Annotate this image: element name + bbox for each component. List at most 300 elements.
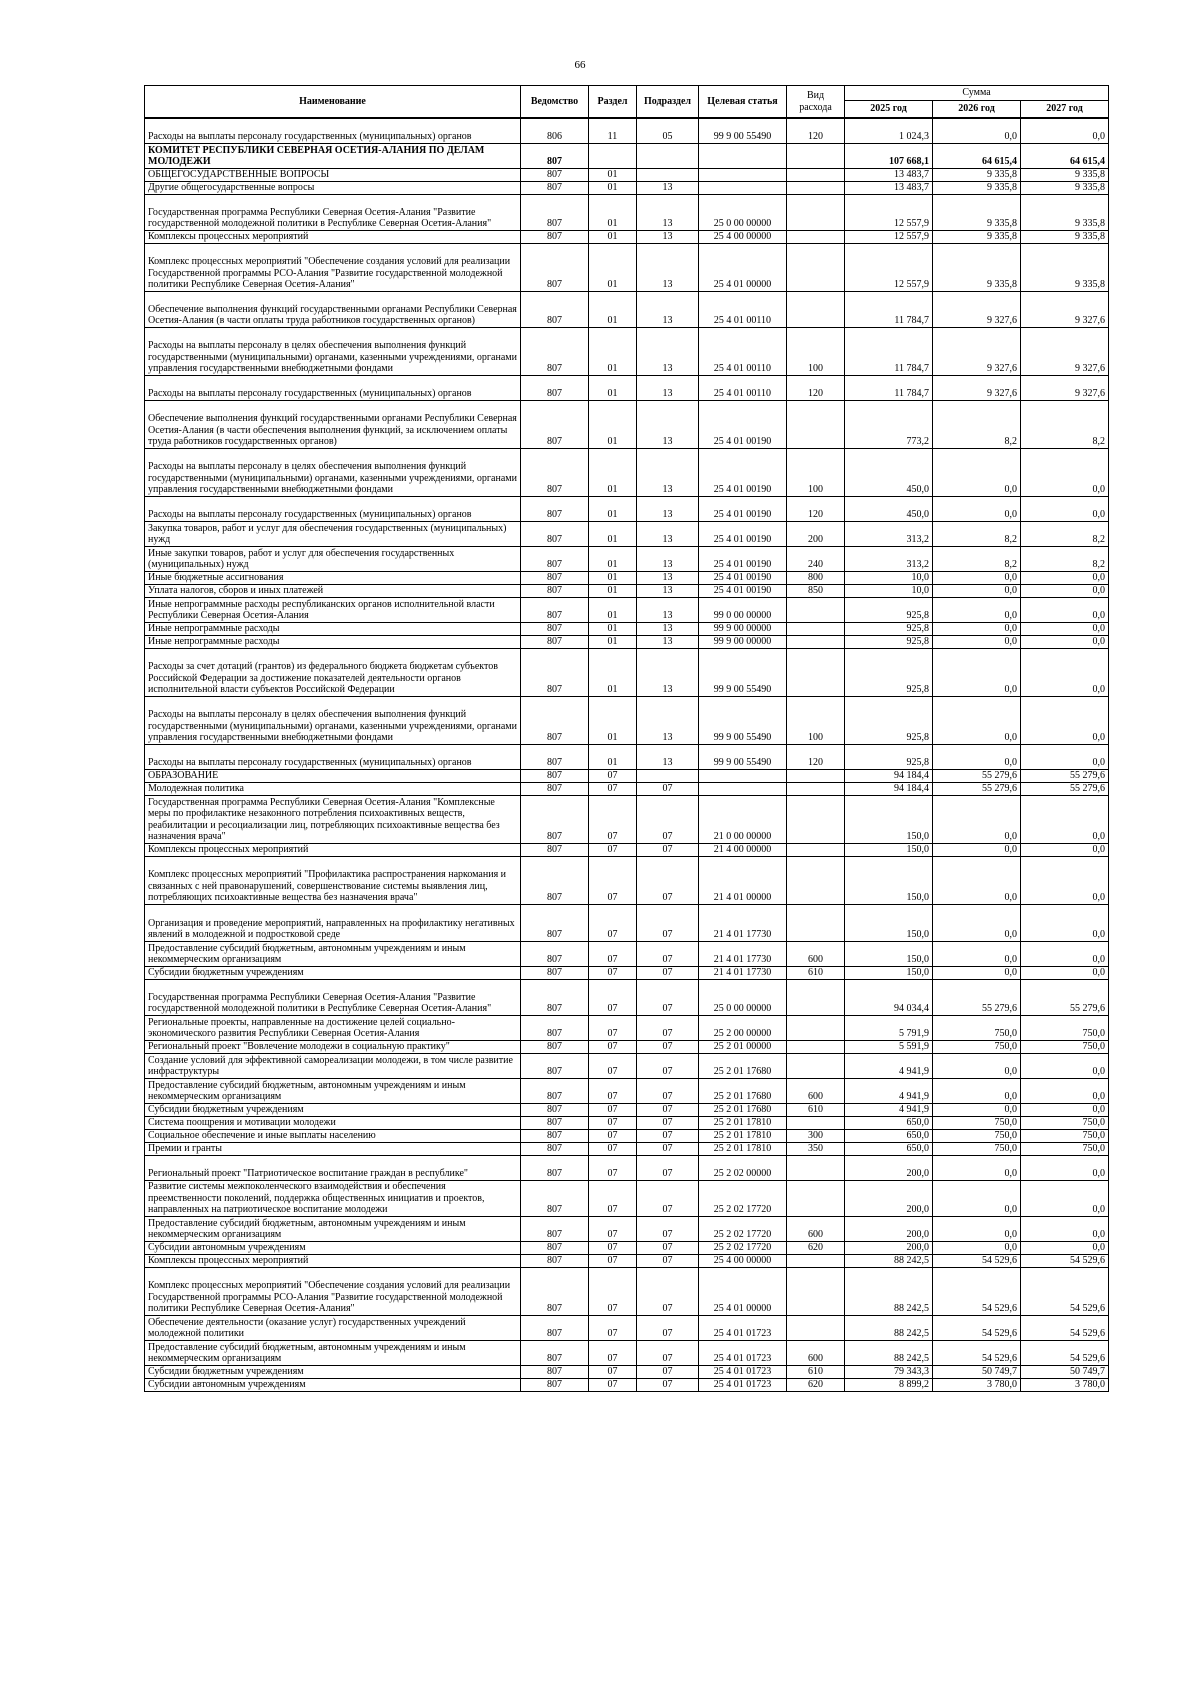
cell-podrazdel: 07 (637, 979, 699, 1015)
cell-razdel: 01 (589, 744, 637, 769)
table-row (145, 696, 1109, 744)
cell-target: 25 4 01 00190 (699, 571, 787, 584)
cell-2025: 4 941,9 (845, 1103, 933, 1116)
cell-razdel: 01 (589, 571, 637, 584)
table-row (145, 1365, 1109, 1378)
table-row (145, 1155, 1109, 1180)
cell-vid (787, 400, 845, 448)
cell-2026: 8,2 (933, 521, 1021, 546)
cell-podrazdel: 13 (637, 375, 699, 400)
table-row (145, 243, 1109, 291)
cell-2027: 64 615,4 (1021, 143, 1109, 168)
cell-ved: 807 (521, 1103, 589, 1116)
cell-podrazdel: 13 (637, 243, 699, 291)
cell-2027: 9 335,8 (1021, 243, 1109, 291)
table-row (145, 143, 1109, 168)
cell-vid (787, 143, 845, 168)
cell-name: Предоставление субсидий бюджетным, автономным учреждениям и иным некоммерческим организациям (145, 1340, 521, 1365)
cell-ved: 807 (521, 635, 589, 648)
cell-2027: 9 335,8 (1021, 230, 1109, 243)
cell-name: КОМИТЕТ РЕСПУБЛИКИ СЕВЕРНАЯ ОСЕТИЯ-АЛАНИЯ ПО ДЕЛАМ МОЛОДЕЖИ (145, 143, 521, 168)
cell-name: Уплата налогов, сборов и иных платежей (145, 584, 521, 597)
table-row (145, 979, 1109, 1015)
header-razdel: Раздел (589, 86, 637, 119)
cell-razdel: 07 (589, 941, 637, 966)
cell-2025: 10,0 (845, 571, 933, 584)
cell-razdel: 01 (589, 584, 637, 597)
table-row (145, 782, 1109, 795)
cell-vid (787, 769, 845, 782)
table-row (145, 327, 1109, 375)
cell-name: Социальное обеспечение и иные выплаты населению (145, 1129, 521, 1142)
cell-razdel: 07 (589, 1015, 637, 1040)
cell-ved: 807 (521, 1142, 589, 1155)
cell-2025: 12 557,9 (845, 243, 933, 291)
cell-razdel: 01 (589, 448, 637, 496)
cell-vid (787, 168, 845, 181)
cell-2026: 0,0 (933, 635, 1021, 648)
budget-table (144, 85, 1109, 1392)
table-row (145, 584, 1109, 597)
cell-razdel: 07 (589, 1267, 637, 1315)
cell-ved: 807 (521, 744, 589, 769)
cell-2026: 0,0 (933, 1216, 1021, 1241)
cell-vid (787, 1015, 845, 1040)
table-row (145, 1340, 1109, 1365)
cell-podrazdel: 05 (637, 118, 699, 143)
cell-2026: 0,0 (933, 744, 1021, 769)
cell-vid (787, 622, 845, 635)
cell-vid (787, 181, 845, 194)
cell-name: Премии и гранты (145, 1142, 521, 1155)
cell-2026: 0,0 (933, 118, 1021, 143)
cell-vid: 120 (787, 744, 845, 769)
table-row (145, 230, 1109, 243)
cell-name: Расходы на выплаты персоналу государственных (муниципальных) органов (145, 118, 521, 143)
cell-vid: 120 (787, 118, 845, 143)
cell-name: Иные бюджетные ассигнования (145, 571, 521, 584)
cell-2027: 9 327,6 (1021, 375, 1109, 400)
cell-razdel: 11 (589, 118, 637, 143)
cell-2026: 0,0 (933, 1103, 1021, 1116)
cell-target: 25 4 01 00190 (699, 448, 787, 496)
cell-vid (787, 291, 845, 327)
cell-2026: 8,2 (933, 400, 1021, 448)
cell-razdel: 07 (589, 1180, 637, 1216)
cell-2027: 0,0 (1021, 635, 1109, 648)
cell-vid (787, 1155, 845, 1180)
cell-name: Создание условий для эффективной самореализации молодежи, в том числе развитие инфраструктуры (145, 1053, 521, 1078)
cell-name: Расходы за счет дотаций (грантов) из федерального бюджета бюджетам субъектов Российской Федерации за достижение показателей деятельности органов исполнительной власти субъектов Российской Федерации (145, 648, 521, 696)
cell-podrazdel: 13 (637, 584, 699, 597)
table-header (145, 86, 1109, 119)
cell-2025: 79 343,3 (845, 1365, 933, 1378)
cell-razdel: 01 (589, 375, 637, 400)
cell-target: 25 4 01 01723 (699, 1340, 787, 1365)
cell-target: 25 4 01 00000 (699, 243, 787, 291)
cell-2026: 750,0 (933, 1040, 1021, 1053)
cell-target: 25 2 02 00000 (699, 1155, 787, 1180)
cell-podrazdel: 13 (637, 635, 699, 648)
cell-vid: 600 (787, 1216, 845, 1241)
cell-target: 25 4 00 00000 (699, 230, 787, 243)
cell-target: 99 9 00 55490 (699, 118, 787, 143)
cell-razdel: 07 (589, 843, 637, 856)
cell-2027: 0,0 (1021, 496, 1109, 521)
cell-target: 99 9 00 55490 (699, 696, 787, 744)
cell-name: Комплексы процессных мероприятий (145, 230, 521, 243)
cell-target: 99 9 00 00000 (699, 622, 787, 635)
cell-2027: 54 529,6 (1021, 1340, 1109, 1365)
cell-name: Иные непрограммные расходы (145, 622, 521, 635)
cell-2026: 0,0 (933, 1053, 1021, 1078)
cell-2027: 0,0 (1021, 584, 1109, 597)
table-row (145, 1116, 1109, 1129)
cell-2026: 3 780,0 (933, 1378, 1021, 1391)
cell-razdel: 01 (589, 194, 637, 230)
cell-razdel: 07 (589, 795, 637, 843)
table-row (145, 769, 1109, 782)
cell-ved: 807 (521, 622, 589, 635)
cell-2026: 9 335,8 (933, 194, 1021, 230)
cell-2027: 0,0 (1021, 448, 1109, 496)
cell-target (699, 769, 787, 782)
cell-2027: 8,2 (1021, 546, 1109, 571)
table-row (145, 375, 1109, 400)
cell-razdel: 01 (589, 291, 637, 327)
table-row (145, 622, 1109, 635)
cell-razdel: 07 (589, 1103, 637, 1116)
cell-2025: 10,0 (845, 584, 933, 597)
cell-podrazdel: 13 (637, 571, 699, 584)
cell-target: 25 4 01 00190 (699, 400, 787, 448)
table-row (145, 496, 1109, 521)
cell-podrazdel: 07 (637, 1155, 699, 1180)
table-row (145, 1241, 1109, 1254)
cell-2026: 0,0 (933, 696, 1021, 744)
cell-target: 99 9 00 00000 (699, 635, 787, 648)
cell-2026: 0,0 (933, 571, 1021, 584)
cell-podrazdel: 07 (637, 941, 699, 966)
table-row (145, 1216, 1109, 1241)
cell-2025: 200,0 (845, 1216, 933, 1241)
cell-ved: 807 (521, 1378, 589, 1391)
table-row (145, 448, 1109, 496)
cell-ved: 807 (521, 1078, 589, 1103)
cell-2025: 650,0 (845, 1129, 933, 1142)
table-row (145, 168, 1109, 181)
cell-2025: 94 184,4 (845, 782, 933, 795)
cell-2027: 9 327,6 (1021, 327, 1109, 375)
cell-podrazdel: 13 (637, 400, 699, 448)
cell-vid: 600 (787, 1078, 845, 1103)
cell-2026: 9 335,8 (933, 181, 1021, 194)
cell-ved: 807 (521, 1040, 589, 1053)
cell-podrazdel: 13 (637, 496, 699, 521)
cell-name: Закупка товаров, работ и услуг для обеспечения государственных (муниципальных) нужд (145, 521, 521, 546)
cell-name: Иные непрограммные расходы (145, 635, 521, 648)
cell-target: 25 2 01 17680 (699, 1078, 787, 1103)
cell-target: 25 2 00 00000 (699, 1015, 787, 1040)
cell-2026: 55 279,6 (933, 979, 1021, 1015)
cell-target (699, 168, 787, 181)
cell-2025: 200,0 (845, 1241, 933, 1254)
cell-name: Расходы на выплаты персоналу в целях обеспечения выполнения функций государственными (муниципальными) органами, казенными учреждениями, органами управления государственными внебюджетными фондами (145, 696, 521, 744)
cell-2026: 0,0 (933, 941, 1021, 966)
cell-2025: 12 557,9 (845, 230, 933, 243)
cell-2026: 0,0 (933, 648, 1021, 696)
cell-2025: 650,0 (845, 1116, 933, 1129)
cell-target (699, 181, 787, 194)
cell-target: 25 4 01 01723 (699, 1378, 787, 1391)
cell-razdel: 07 (589, 1078, 637, 1103)
cell-podrazdel: 07 (637, 1378, 699, 1391)
cell-target: 99 9 00 55490 (699, 648, 787, 696)
table-row (145, 904, 1109, 941)
cell-ved: 807 (521, 1340, 589, 1365)
cell-podrazdel: 13 (637, 597, 699, 622)
table-row (145, 597, 1109, 622)
cell-name: Комплекс процессных мероприятий "Обеспечение создания условий для реализации Государственной программы РСО-Алания "Развитие государственной молодежной политики Республике Северная Осетия-Алания" (145, 1267, 521, 1315)
cell-name: Комплексы процессных мероприятий (145, 843, 521, 856)
cell-name: Расходы на выплаты персоналу государственных (муниципальных) органов (145, 375, 521, 400)
cell-podrazdel: 07 (637, 1216, 699, 1241)
cell-podrazdel: 07 (637, 1315, 699, 1340)
cell-2026: 750,0 (933, 1116, 1021, 1129)
cell-2027: 0,0 (1021, 118, 1109, 143)
table-row (145, 291, 1109, 327)
cell-ved: 807 (521, 496, 589, 521)
cell-razdel: 01 (589, 597, 637, 622)
table-row (145, 1103, 1109, 1116)
cell-target: 21 4 01 17730 (699, 904, 787, 941)
cell-2026: 0,0 (933, 622, 1021, 635)
cell-target (699, 782, 787, 795)
cell-razdel: 07 (589, 1116, 637, 1129)
cell-podrazdel: 07 (637, 1078, 699, 1103)
cell-podrazdel: 13 (637, 546, 699, 571)
cell-vid: 620 (787, 1378, 845, 1391)
cell-2026: 0,0 (933, 448, 1021, 496)
cell-podrazdel (637, 769, 699, 782)
table-row (145, 1053, 1109, 1078)
cell-razdel: 07 (589, 1241, 637, 1254)
cell-vid: 610 (787, 1365, 845, 1378)
cell-2025: 200,0 (845, 1180, 933, 1216)
cell-vid (787, 1053, 845, 1078)
cell-podrazdel: 13 (637, 291, 699, 327)
cell-vid: 240 (787, 546, 845, 571)
cell-target: 25 2 01 17810 (699, 1116, 787, 1129)
cell-2025: 925,8 (845, 635, 933, 648)
table-row (145, 1180, 1109, 1216)
cell-podrazdel: 07 (637, 904, 699, 941)
cell-2025: 5 791,9 (845, 1015, 933, 1040)
cell-2026: 9 327,6 (933, 327, 1021, 375)
cell-2025: 5 591,9 (845, 1040, 933, 1053)
cell-vid (787, 856, 845, 904)
cell-target: 25 4 01 00110 (699, 327, 787, 375)
cell-2025: 11 784,7 (845, 375, 933, 400)
cell-2026: 54 529,6 (933, 1254, 1021, 1267)
cell-2025: 925,8 (845, 597, 933, 622)
cell-2026: 0,0 (933, 1241, 1021, 1254)
cell-target: 25 4 01 01723 (699, 1365, 787, 1378)
cell-name: Субсидии автономным учреждениям (145, 1241, 521, 1254)
cell-vid: 300 (787, 1129, 845, 1142)
cell-target: 21 4 01 17730 (699, 941, 787, 966)
cell-2025: 150,0 (845, 856, 933, 904)
cell-name: Другие общегосударственные вопросы (145, 181, 521, 194)
cell-vid: 350 (787, 1142, 845, 1155)
cell-2027: 55 279,6 (1021, 979, 1109, 1015)
cell-2026: 54 529,6 (933, 1315, 1021, 1340)
cell-2026: 0,0 (933, 597, 1021, 622)
cell-2026: 8,2 (933, 546, 1021, 571)
cell-2025: 150,0 (845, 795, 933, 843)
cell-podrazdel (637, 168, 699, 181)
cell-2025: 11 784,7 (845, 327, 933, 375)
cell-2025: 150,0 (845, 843, 933, 856)
cell-ved: 807 (521, 1365, 589, 1378)
table-row (145, 546, 1109, 571)
cell-podrazdel: 13 (637, 696, 699, 744)
cell-ved: 807 (521, 546, 589, 571)
table-row (145, 194, 1109, 230)
cell-name: Организация и проведение мероприятий, направленных на профилактику негативных явлений в молодежной и подростковой среде (145, 904, 521, 941)
cell-vid: 620 (787, 1241, 845, 1254)
cell-razdel: 07 (589, 1129, 637, 1142)
table-row (145, 1254, 1109, 1267)
cell-2027: 750,0 (1021, 1116, 1109, 1129)
cell-ved: 807 (521, 1216, 589, 1241)
cell-target: 25 2 01 17680 (699, 1103, 787, 1116)
cell-ved: 807 (521, 597, 589, 622)
cell-vid: 610 (787, 966, 845, 979)
cell-ved: 807 (521, 1053, 589, 1078)
cell-ved: 807 (521, 904, 589, 941)
cell-name: Обеспечение деятельности (оказание услуг) государственных учреждений молодежной политики (145, 1315, 521, 1340)
cell-vid: 850 (787, 584, 845, 597)
cell-2027: 3 780,0 (1021, 1378, 1109, 1391)
cell-razdel (589, 143, 637, 168)
cell-2025: 88 242,5 (845, 1254, 933, 1267)
cell-target: 25 2 02 17720 (699, 1216, 787, 1241)
cell-ved: 807 (521, 168, 589, 181)
cell-razdel: 07 (589, 904, 637, 941)
table-row (145, 1078, 1109, 1103)
cell-razdel: 07 (589, 1254, 637, 1267)
cell-vid (787, 1040, 845, 1053)
cell-target: 25 4 01 00190 (699, 496, 787, 521)
cell-2027: 54 529,6 (1021, 1267, 1109, 1315)
cell-podrazdel: 07 (637, 966, 699, 979)
cell-2025: 200,0 (845, 1155, 933, 1180)
cell-target: 25 4 01 00190 (699, 546, 787, 571)
cell-name: Расходы на выплаты персоналу в целях обеспечения выполнения функций государственными (муниципальными) органами, казенными учреждениями, органами управления государственными внебюджетными фондами (145, 448, 521, 496)
cell-ved: 807 (521, 856, 589, 904)
cell-vid: 100 (787, 448, 845, 496)
cell-target: 99 0 00 00000 (699, 597, 787, 622)
cell-name: Субсидии бюджетным учреждениям (145, 1103, 521, 1116)
cell-ved: 807 (521, 979, 589, 1015)
cell-ved: 807 (521, 584, 589, 597)
cell-2027: 0,0 (1021, 843, 1109, 856)
header-target: Целевая статья (699, 86, 787, 119)
cell-2025: 925,8 (845, 696, 933, 744)
cell-ved: 807 (521, 1315, 589, 1340)
cell-2027: 9 335,8 (1021, 168, 1109, 181)
table-row (145, 1129, 1109, 1142)
cell-2025: 94 034,4 (845, 979, 933, 1015)
cell-target: 21 4 00 00000 (699, 843, 787, 856)
cell-2025: 94 184,4 (845, 769, 933, 782)
cell-podrazdel: 07 (637, 1267, 699, 1315)
header-2025: 2025 год (845, 101, 933, 119)
cell-ved: 807 (521, 143, 589, 168)
header-2027: 2027 год (1021, 101, 1109, 119)
cell-2027: 0,0 (1021, 696, 1109, 744)
cell-razdel: 07 (589, 1053, 637, 1078)
cell-razdel: 07 (589, 1155, 637, 1180)
cell-2027: 0,0 (1021, 744, 1109, 769)
cell-2025: 150,0 (845, 966, 933, 979)
cell-2025: 13 483,7 (845, 168, 933, 181)
cell-2026: 9 335,8 (933, 230, 1021, 243)
cell-2027: 0,0 (1021, 1078, 1109, 1103)
cell-name: Иные закупки товаров, работ и услуг для обеспечения государственных (муниципальных) нужд (145, 546, 521, 571)
cell-name: Государственная программа Республики Северная Осетия-Алания "Комплексные меры по профилактике незаконного потребления психоактивных веществ, реабилитации и ресоциализации лиц, потребляющих психоактивные вещества без назначения врача" (145, 795, 521, 843)
cell-name: Расходы на выплаты персоналу государственных (муниципальных) органов (145, 744, 521, 769)
cell-podrazdel: 13 (637, 230, 699, 243)
cell-razdel: 07 (589, 966, 637, 979)
cell-podrazdel: 13 (637, 194, 699, 230)
cell-vid: 120 (787, 496, 845, 521)
cell-2025: 12 557,9 (845, 194, 933, 230)
cell-podrazdel: 13 (637, 648, 699, 696)
cell-2026: 54 529,6 (933, 1340, 1021, 1365)
cell-razdel: 07 (589, 782, 637, 795)
cell-2025: 4 941,9 (845, 1078, 933, 1103)
table-row (145, 181, 1109, 194)
cell-2026: 0,0 (933, 584, 1021, 597)
table-row (145, 1040, 1109, 1053)
cell-2025: 450,0 (845, 496, 933, 521)
cell-ved: 807 (521, 230, 589, 243)
header-ved: Ведомство (521, 86, 589, 119)
cell-2026: 0,0 (933, 1078, 1021, 1103)
cell-2025: 8 899,2 (845, 1378, 933, 1391)
cell-2027: 54 529,6 (1021, 1254, 1109, 1267)
cell-podrazdel: 13 (637, 181, 699, 194)
cell-ved: 807 (521, 648, 589, 696)
cell-2027: 750,0 (1021, 1129, 1109, 1142)
cell-vid (787, 597, 845, 622)
cell-target: 25 4 00 00000 (699, 1254, 787, 1267)
cell-2027: 55 279,6 (1021, 782, 1109, 795)
cell-2027: 9 335,8 (1021, 181, 1109, 194)
cell-podrazdel: 13 (637, 448, 699, 496)
cell-podrazdel: 07 (637, 856, 699, 904)
cell-2027: 0,0 (1021, 597, 1109, 622)
cell-vid: 120 (787, 375, 845, 400)
cell-podrazdel: 07 (637, 1340, 699, 1365)
cell-2025: 450,0 (845, 448, 933, 496)
cell-2025: 11 784,7 (845, 291, 933, 327)
cell-2026: 0,0 (933, 966, 1021, 979)
cell-2026: 0,0 (933, 1155, 1021, 1180)
header-vid: Вид расхода (787, 86, 845, 119)
